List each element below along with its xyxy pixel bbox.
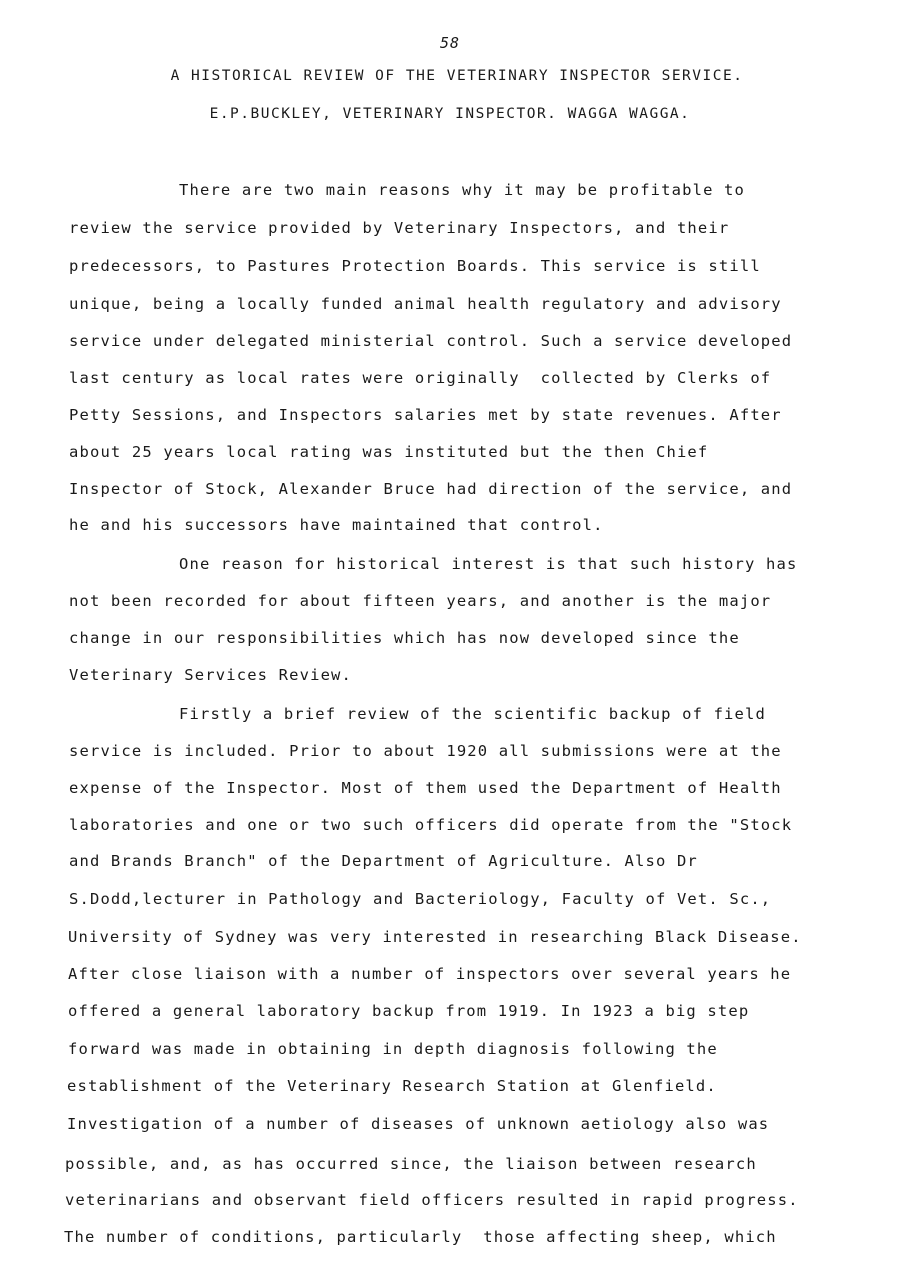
body-line: he and his successors have maintained that control. [69, 516, 604, 534]
body-line: veterinarians and observant field officers resulted in rapid progress. [65, 1191, 799, 1209]
body-line: Firstly a brief review of the scientific backup of field [179, 705, 766, 723]
body-line: University of Sydney was very interested in researching Black Disease. [68, 928, 802, 946]
body-line: service is included. Prior to about 1920 all submissions were at the [69, 742, 782, 760]
body-line: service under delegated ministerial control. Such a service developed [69, 332, 793, 350]
body-line: and Brands Branch" of the Department of Agriculture. Also Dr [69, 852, 698, 870]
body-line: S.Dodd,lecturer in Pathology and Bacteriology, Faculty of Vet. Sc., [69, 890, 772, 908]
body-line: Veterinary Services Review. [69, 666, 353, 684]
body-line: last century as local rates were originally collected by Clerks of [69, 369, 772, 387]
body-line: offered a general laboratory backup from 1919. In 1923 a big step [68, 1002, 750, 1020]
body-line: expense of the Inspector. Most of them used the Department of Health [69, 779, 782, 797]
document-title: A HISTORICAL REVIEW OF THE VETERINARY INSPECTOR SERVICE. [170, 68, 744, 84]
page-number: 58 [439, 34, 461, 52]
body-line: After close liaison with a number of inspectors over several years he [68, 965, 792, 983]
body-line: forward was made in obtaining in depth diagnosis following the [68, 1040, 718, 1058]
body-line: not been recorded for about fifteen years, and another is the major [69, 592, 772, 610]
body-line: There are two main reasons why it may be profitable to [179, 181, 746, 199]
body-line: possible, and, as has occurred since, the liaison between research [65, 1155, 757, 1173]
body-line: establishment of the Veterinary Research Station at Glenfield. [67, 1077, 717, 1095]
body-line: review the service provided by Veterinary Inspectors, and their [69, 219, 730, 237]
body-line: One reason for historical interest is that such history has [179, 555, 798, 573]
author-line: E.P.BUCKLEY, VETERINARY INSPECTOR. WAGGA WAGGA. [209, 106, 691, 122]
body-line: Petty Sessions, and Inspectors salaries met by state revenues. After [69, 406, 782, 424]
body-line: Investigation of a number of diseases of unknown aetiology also was [67, 1115, 770, 1133]
body-line: laboratories and one or two such officers did operate from the "Stock [69, 816, 793, 834]
body-line: The number of conditions, particularly those affecting sheep, which [64, 1228, 777, 1246]
body-line: Inspector of Stock, Alexander Bruce had direction of the service, and [69, 480, 793, 498]
body-line: change in our responsibilities which has now developed since the [69, 629, 740, 647]
body-line: predecessors, to Pastures Protection Boards. This service is still [69, 257, 761, 275]
body-line: unique, being a locally funded animal health regulatory and advisory [69, 295, 782, 313]
body-line: about 25 years local rating was instituted but the then Chief [69, 443, 709, 461]
